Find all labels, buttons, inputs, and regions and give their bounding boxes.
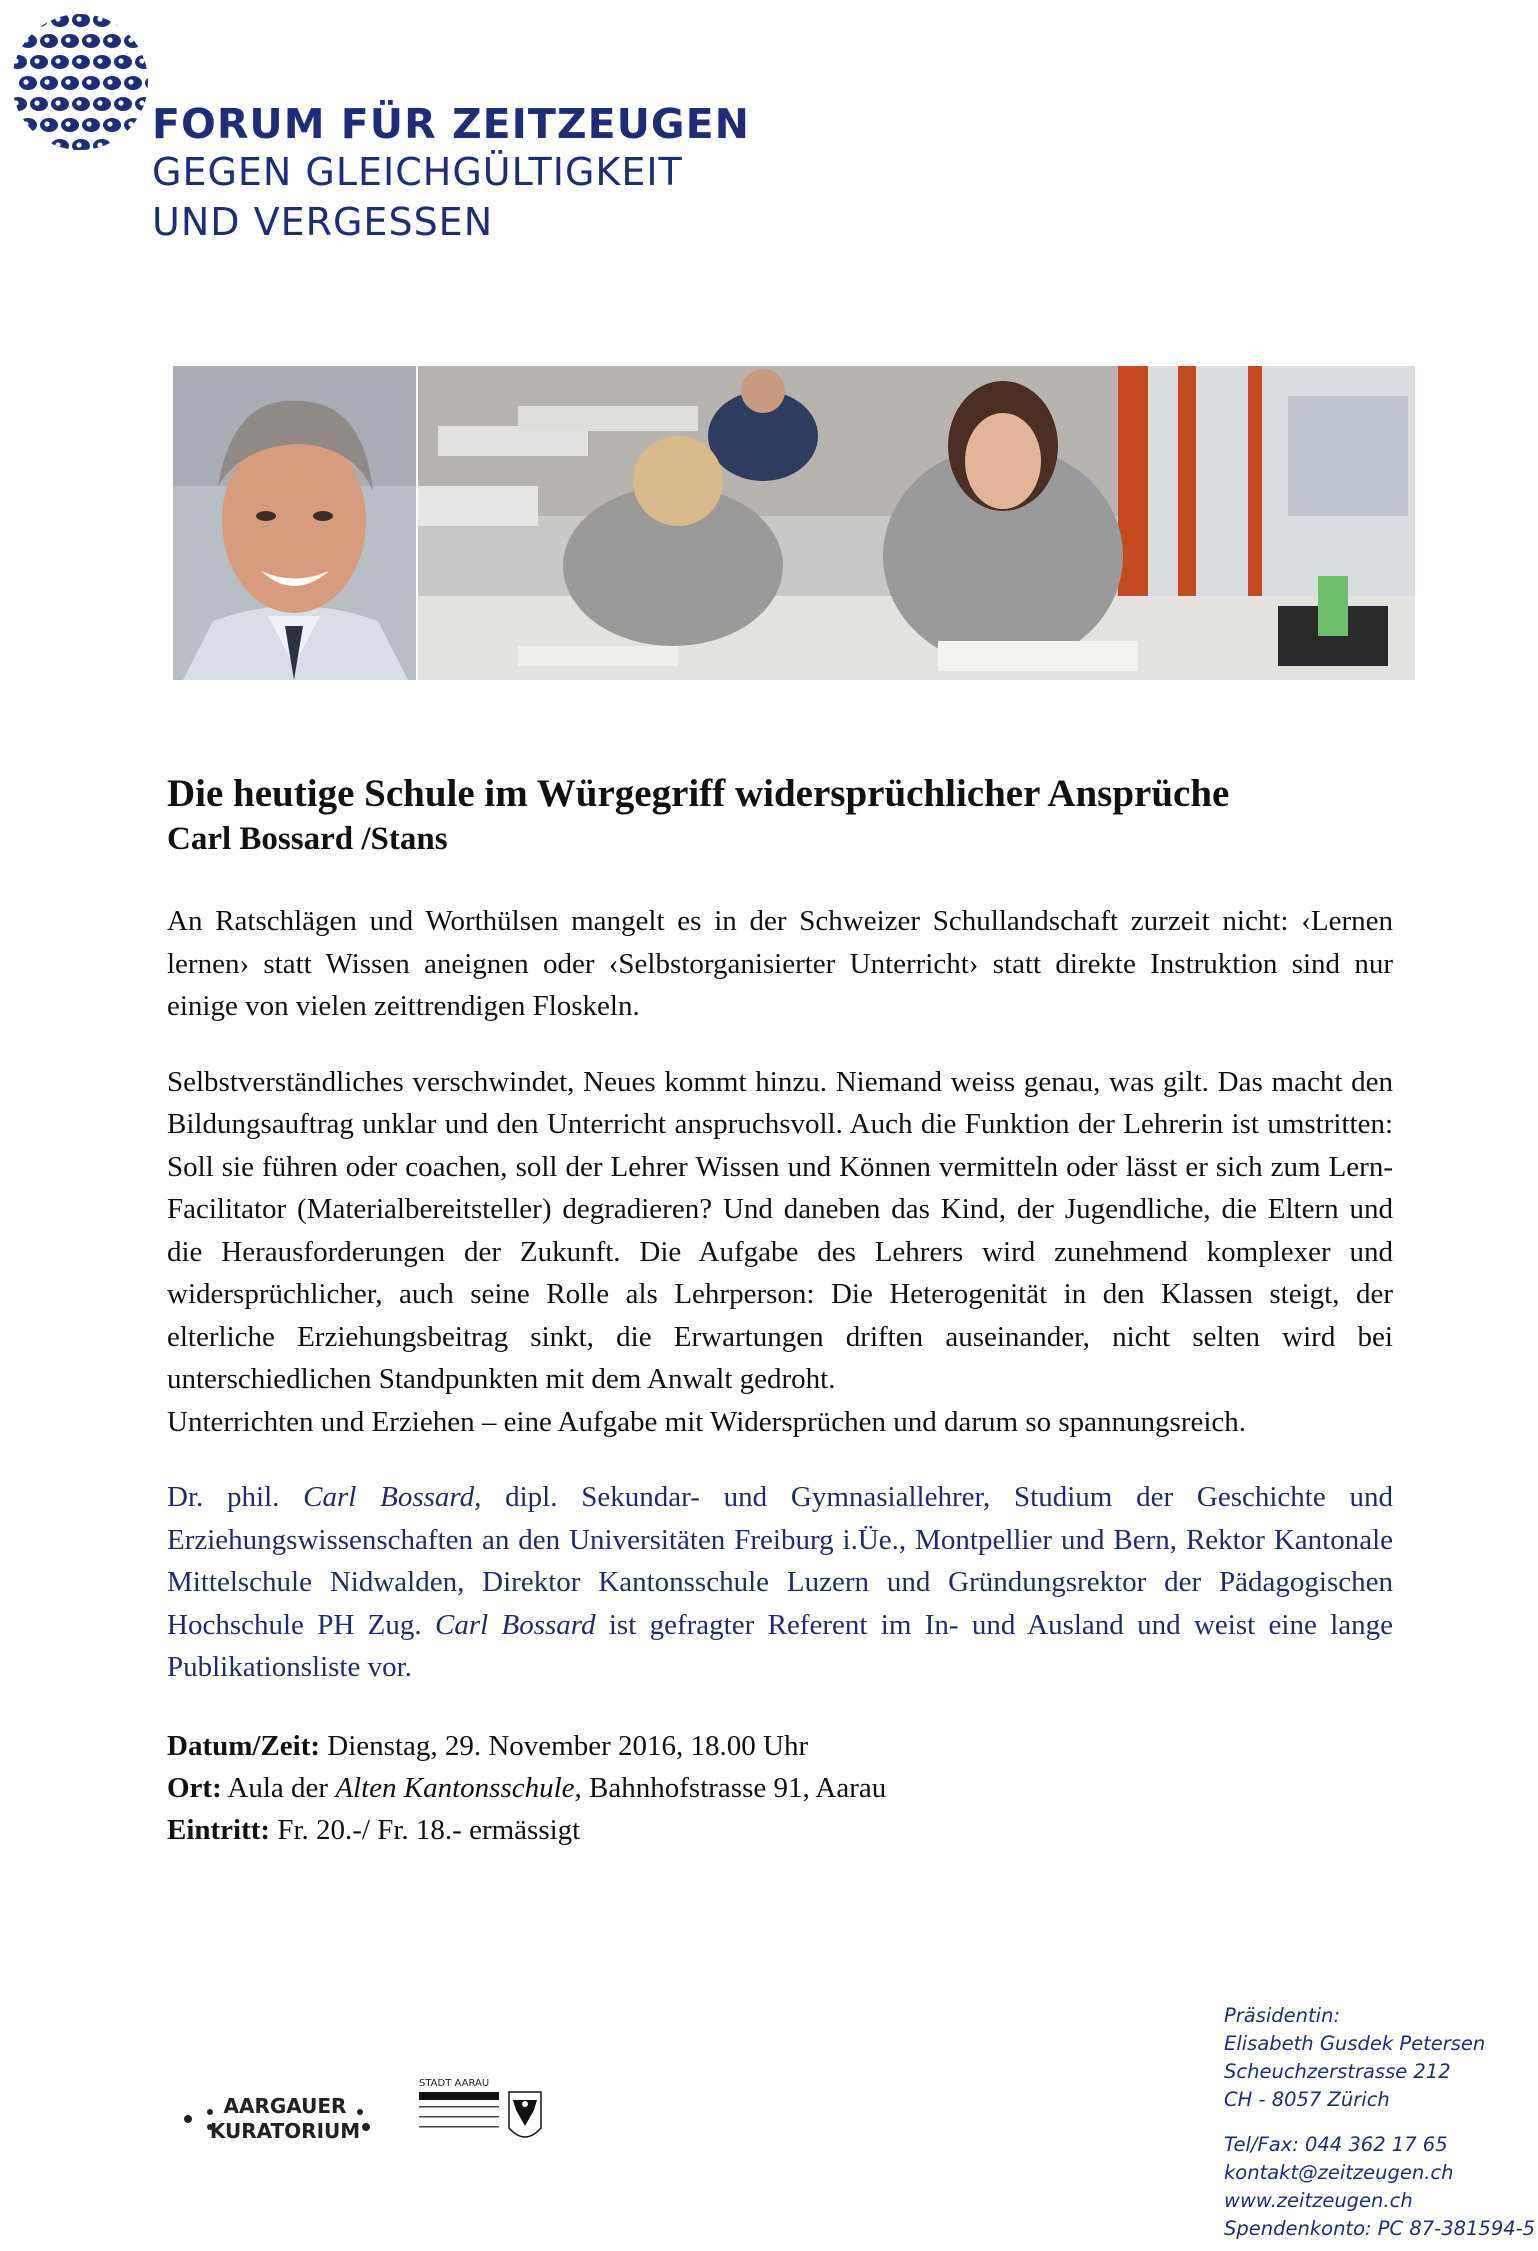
logo-dot-highlight bbox=[34, 100, 39, 105]
event-place-post: , Bahnhofstrasse 91, Aarau bbox=[574, 1771, 887, 1804]
logo-dot-highlight bbox=[97, 16, 102, 21]
logo-dot-highlight bbox=[76, 100, 81, 105]
stadt-aarau-logo bbox=[417, 2076, 547, 2156]
contact-name: Elisabeth Gusdek Petersen bbox=[1224, 2032, 1486, 2055]
event-fee bbox=[167, 1809, 1393, 1851]
logo-dot-highlight bbox=[118, 142, 123, 147]
logo-dot-highlight bbox=[23, 37, 28, 42]
logo-dot bbox=[30, 13, 48, 27]
bio-prefix: Dr. phil. bbox=[167, 1481, 304, 1513]
article-title: Die heutige Schule im Würgegriff widersprüchlicher Ansprüche bbox=[167, 772, 1230, 815]
logo-dot-highlight bbox=[55, 16, 60, 21]
logo-dot bbox=[9, 139, 27, 152]
classroom-photo bbox=[418, 366, 1415, 680]
paragraph-summary: Unterrichten und Erziehen – eine Aufgabe mit Widersprüchen und darum so spannungsreich. bbox=[167, 1405, 1247, 1438]
logo-dot bbox=[114, 139, 132, 152]
kuratorium-line2: KURATORIUM bbox=[209, 2119, 361, 2143]
logo-dot-highlight bbox=[86, 121, 91, 126]
contact-city: CH - 8057 Zürich bbox=[1224, 2088, 1390, 2111]
event-details bbox=[167, 1725, 1393, 1851]
contact-block bbox=[1224, 2002, 1535, 2243]
bio-middle: , dipl. Sekundar- und Gymnasiallehrer, Studium der Geschichte und Erziehungswissenschaften an den Universitäten Freiburg i.Üe., Montpellier und Bern, Rektor Kantonale Mittelschule Nidwalden, Direktor Kantonsschule Luzern und Gründungsrektor der Pädagogischen Hochschule PH Zug. bbox=[167, 1481, 1393, 1641]
logo-dot-highlight bbox=[23, 121, 28, 126]
contact-account: Spendenkonto: PC 87-381594-5 bbox=[1224, 2217, 1536, 2240]
aarau-coat-of-arms-icon bbox=[509, 2092, 541, 2137]
logo-dot-highlight bbox=[128, 37, 133, 42]
contact-phone: Tel/Fax: 044 362 17 65 bbox=[1224, 2133, 1448, 2156]
logo-dot bbox=[9, 13, 27, 27]
org-name-line2: GEGEN GLEICHGÜLTIGKEIT bbox=[152, 150, 683, 194]
bio-suffix: ist gefragter Referent im In- und Ausland und weist eine lange Publikationsliste vor. bbox=[167, 1608, 1393, 1683]
event-date-value: Dienstag, 29. November 2016, 18.00 Uhr bbox=[320, 1729, 809, 1762]
logo-dot-highlight bbox=[118, 100, 123, 105]
event-fee-value: Fr. 20.-/ Fr. 18.- ermässigt bbox=[270, 1813, 581, 1846]
paragraph-body: Selbstverständliches verschwindet, Neues kommt hinzu. Niemand weiss genau, was gilt. Das macht den Bildungsauftrag unklar und den Unterricht anspruchsvoll. Auch die Funktion der Lehrerin ist umstritten: Soll sie führen oder coachen, soll der Lehrer Wissen und Können vermitteln oder lässt er sich zum Lern-Facilitator (Materialbereitsteller) degradieren? Und daneben das Kind, der Jugendliche, die Eltern und die Herausforderungen der Zukunft. Die Aufgabe des Lehrers wird zunehmend komplexer und widersprüchlicher, auch seine Rolle als Lehrperson: Die Heterogenität in den Klassen steigt, der elterliche Erziehungsbeitrag sinkt, die Erwartungen driften auseinander, nicht selten wird bei unterschiedlichen Standpunkten mit dem Anwalt gedroht. bbox=[167, 1065, 1393, 1395]
org-name-line1: FORUM FÜR ZEITZEUGEN bbox=[152, 100, 750, 148]
contact-spacer bbox=[1224, 2114, 1535, 2131]
logo-dot bbox=[135, 13, 153, 27]
logo-dot bbox=[135, 139, 153, 152]
logo-dot-highlight bbox=[139, 58, 144, 63]
contact-role: Präsidentin: bbox=[1224, 2004, 1341, 2027]
logo-dot-highlight bbox=[76, 58, 81, 63]
bio-name-2: Carl Bossard bbox=[434, 1608, 596, 1641]
logo-dot-highlight bbox=[65, 37, 70, 42]
logo-dot-highlight bbox=[23, 79, 28, 84]
logo-dot-highlight bbox=[65, 121, 70, 126]
logo-dot-highlight bbox=[34, 142, 39, 147]
logo-dot-highlight bbox=[65, 79, 70, 84]
logo-dot-highlight bbox=[97, 100, 102, 105]
logo-dot-highlight bbox=[107, 121, 112, 126]
aargauer-kuratorium-logo bbox=[182, 2082, 372, 2152]
logo-dot bbox=[114, 13, 132, 27]
contact-email[interactable]: kontakt@zeitzeugen.ch bbox=[1224, 2161, 1454, 2184]
logo-dot bbox=[145, 34, 153, 48]
contact-street: Scheuchzerstrasse 212 bbox=[1224, 2060, 1451, 2083]
logo-dot-highlight bbox=[97, 58, 102, 63]
logo-dot-highlight bbox=[118, 58, 123, 63]
logo-dot-highlight bbox=[107, 37, 112, 42]
event-place bbox=[167, 1767, 1393, 1809]
logo-dot-highlight bbox=[13, 58, 18, 63]
event-fee-label: Eintritt: bbox=[167, 1813, 271, 1846]
speaker-bio bbox=[167, 1476, 1393, 1689]
logo-dot-highlight bbox=[44, 37, 49, 42]
org-name-line3: UND VERGESSEN bbox=[152, 200, 494, 244]
logo-dot-highlight bbox=[34, 58, 39, 63]
article bbox=[167, 770, 1393, 1851]
logo-dot-highlight bbox=[55, 142, 60, 147]
logo-dot-highlight bbox=[97, 142, 102, 147]
event-date-label: Datum/Zeit: bbox=[167, 1729, 321, 1762]
article-author: Carl Bossard /Stans bbox=[167, 821, 448, 857]
logo-dot-highlight bbox=[55, 100, 60, 105]
speaker-portrait-photo bbox=[173, 366, 416, 680]
logo-dot-highlight bbox=[13, 142, 18, 147]
contact-website[interactable]: www.zeitzeugen.ch bbox=[1224, 2189, 1413, 2212]
logo-dot-highlight bbox=[76, 16, 81, 21]
logo-dot-highlight bbox=[13, 100, 18, 105]
logo-dot-highlight bbox=[128, 79, 133, 84]
logo-dot-highlight bbox=[128, 121, 133, 126]
logo-dot-highlight bbox=[149, 37, 153, 42]
logo-dot-highlight bbox=[86, 79, 91, 84]
event-place-label: Ort: bbox=[167, 1771, 222, 1804]
logo-dot-highlight bbox=[76, 142, 81, 147]
kuratorium-line1: AARGAUER bbox=[223, 2094, 347, 2118]
logo-dot-highlight bbox=[139, 100, 144, 105]
logo-dot-highlight bbox=[44, 79, 49, 84]
forum-logo-icon bbox=[8, 12, 153, 152]
logo-dot-highlight bbox=[44, 121, 49, 126]
logo-dot-highlight bbox=[139, 16, 144, 21]
paragraph-intro: An Ratschlägen und Worthülsen mangelt es in der Schweizer Schullandschaft zurzeit nicht: ‹Lernen lernen› statt Wissen aneignen oder ‹Selbstorganisierter Unterricht› statt direkte Instruktion sind nur einige von vielen zeittrendigen Floskeln. bbox=[167, 905, 1393, 1022]
logo-dot-highlight bbox=[118, 16, 123, 21]
logo-dot-highlight bbox=[34, 16, 39, 21]
logo-dot-highlight bbox=[149, 79, 153, 84]
logo-dot-highlight bbox=[139, 142, 144, 147]
logo-dot-highlight bbox=[55, 58, 60, 63]
event-date bbox=[167, 1725, 1393, 1767]
logo-dot-highlight bbox=[86, 37, 91, 42]
logo-dot-highlight bbox=[107, 79, 112, 84]
event-place-venue: Alten Kantonsschule bbox=[335, 1771, 575, 1804]
logo-dot bbox=[124, 118, 142, 132]
logo-dot-highlight bbox=[13, 16, 18, 21]
event-place-pre: Aula der bbox=[221, 1771, 336, 1804]
stadt-aarau-label: STADT AARAU bbox=[419, 2078, 490, 2089]
logo-dot bbox=[30, 139, 48, 152]
bio-name: Carl Bossard bbox=[303, 1481, 475, 1513]
